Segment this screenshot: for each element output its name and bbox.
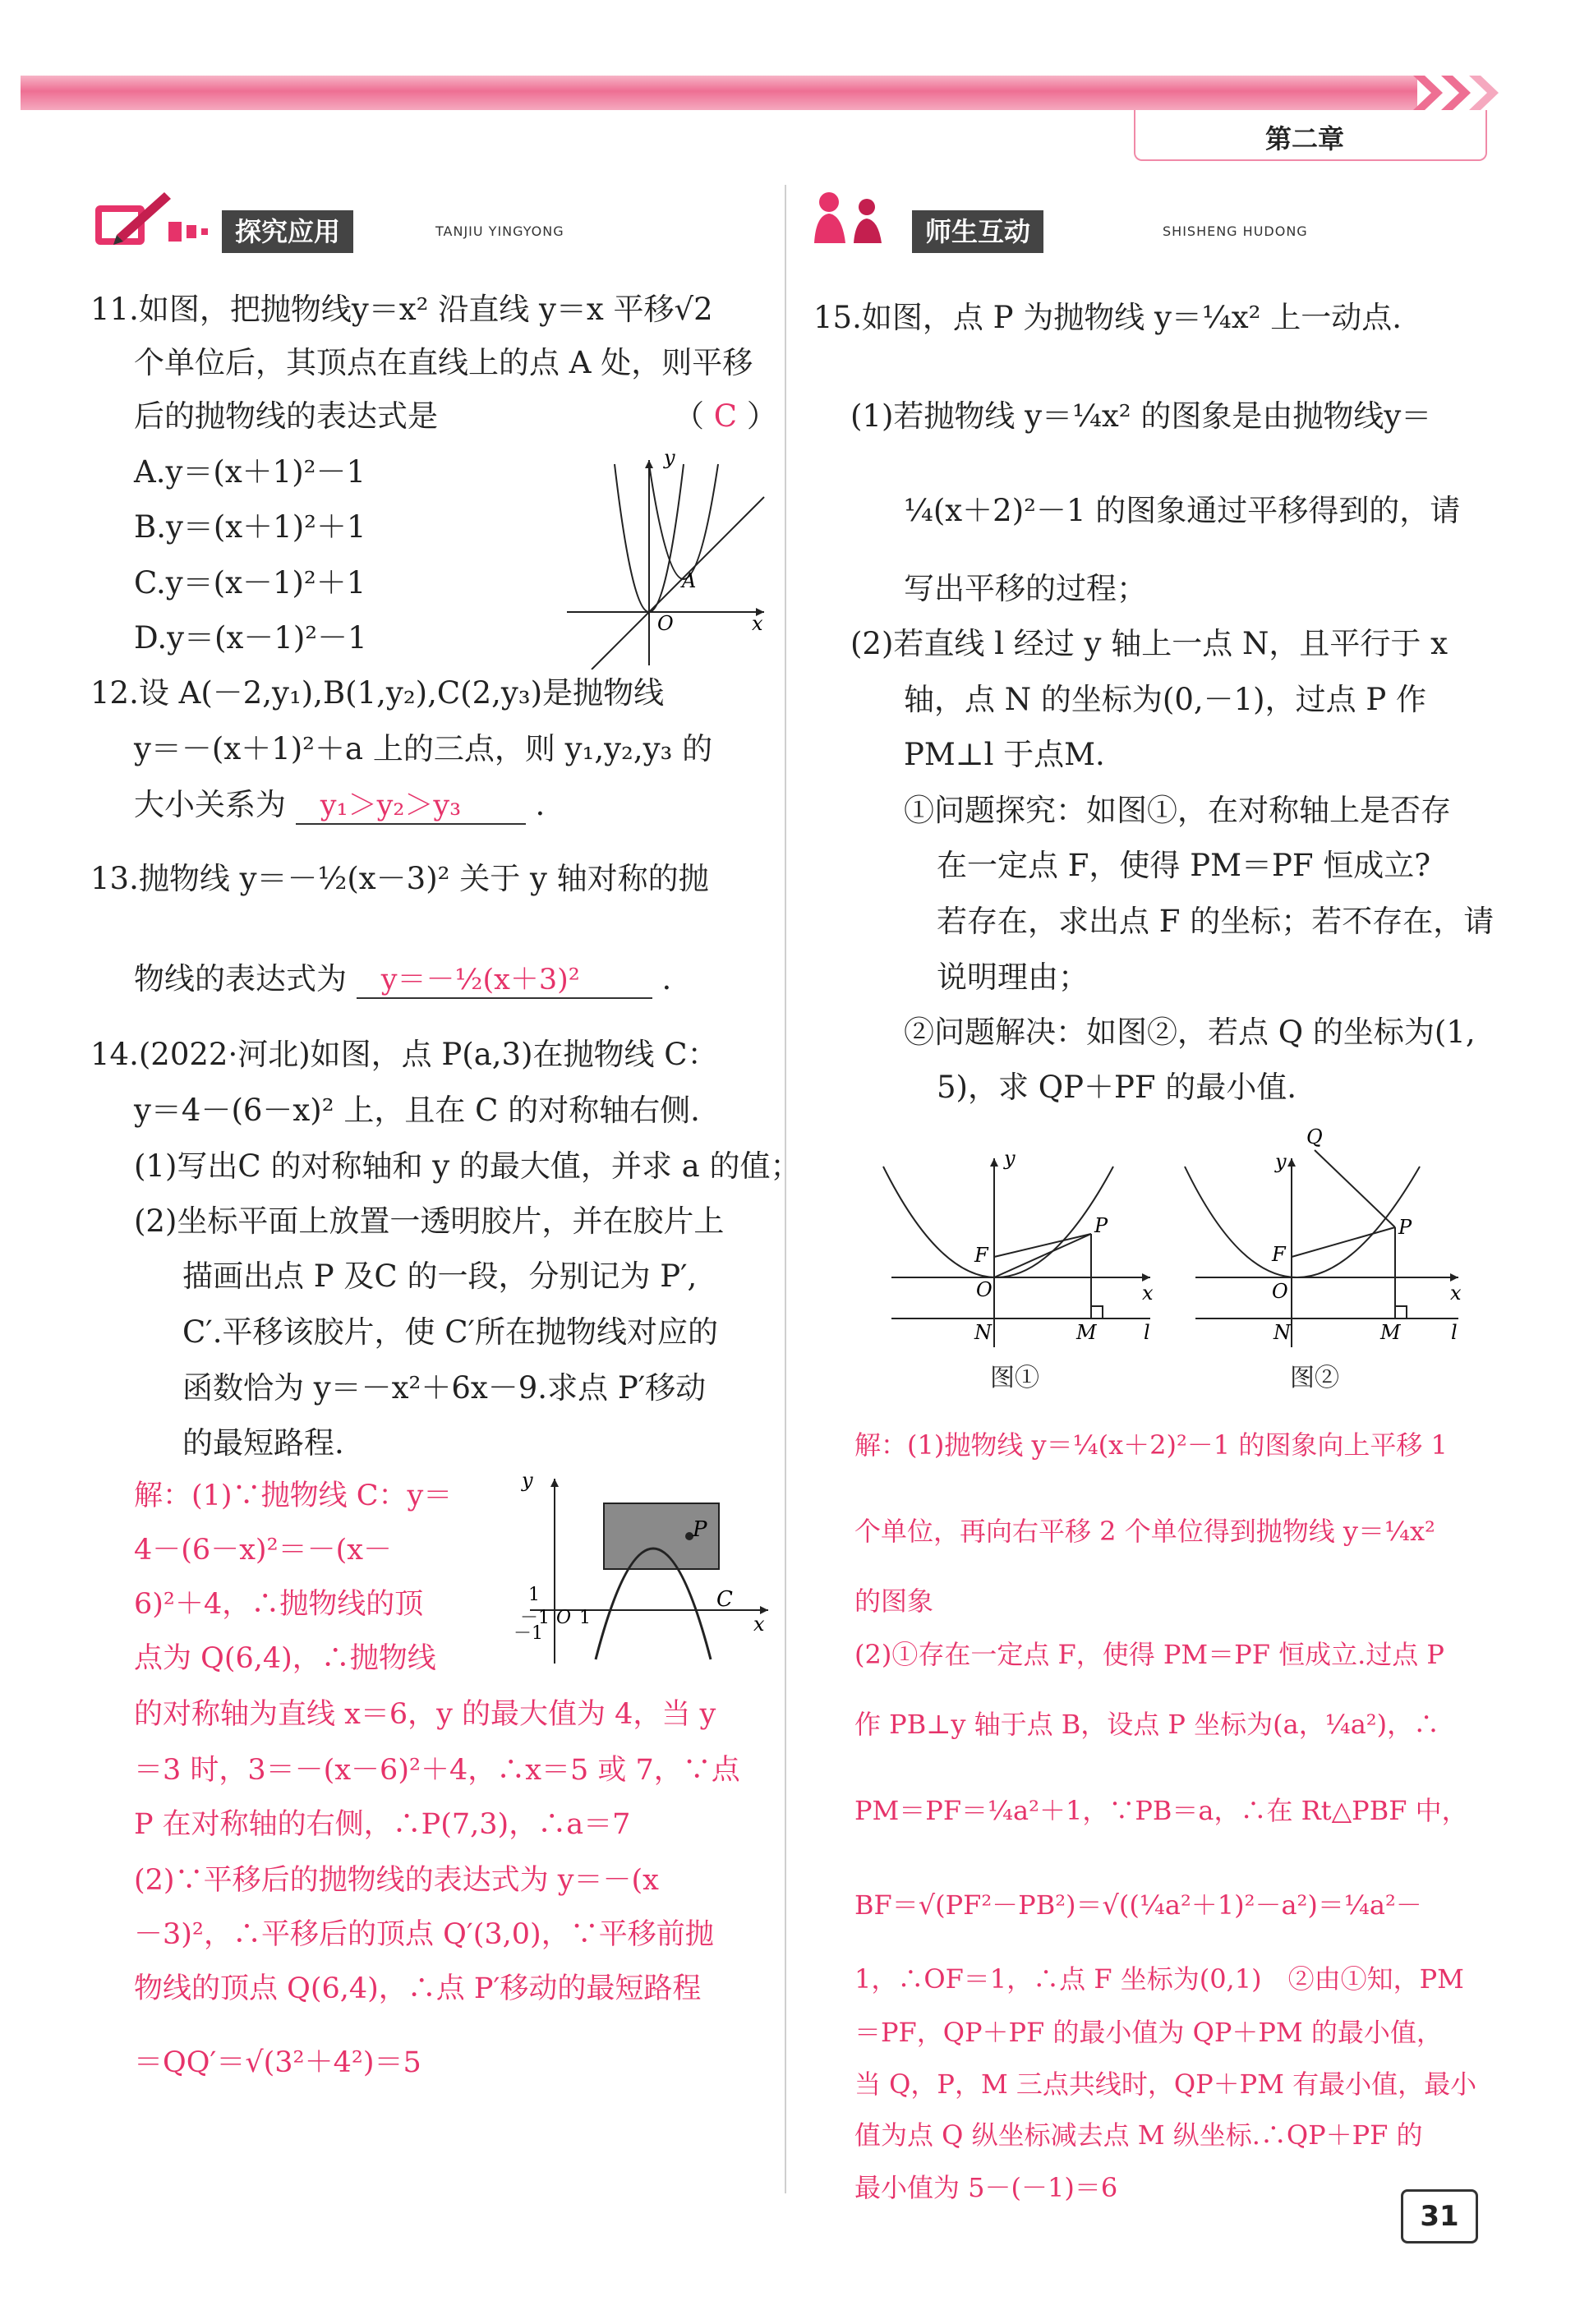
q11-option-d: D.y＝(x－1)²－1: [134, 620, 367, 656]
q13-line-2: 物线的表达式为 y＝－½(x＋3)² .: [134, 961, 671, 999]
q14-graph-tick-1y: 1: [528, 1585, 540, 1605]
q14-line-4: (2)坐标平面上放置一透明胶片，并在胶片上: [134, 1203, 725, 1239]
q11-graph-origin-label: O: [657, 612, 674, 635]
q11-graph-point-a: A: [682, 569, 697, 592]
svg-text:P: P: [1094, 1214, 1108, 1237]
q14-solution-4: 点为 Q(6,4)，∴抛物线: [134, 1642, 436, 1675]
column-divider: [785, 185, 786, 2193]
q15-figure-1: [871, 1142, 1167, 1355]
q11-line-2: 个单位后，其顶点在直线上的点 A 处，则平移: [134, 345, 753, 380]
q15-line-12: ②问题解决：如图②，若点 Q 的坐标为(1,: [904, 1015, 1476, 1050]
q15-solution-8: 1，∴OF＝1，∴点 F 坐标为(0,1) ②由①知，PM: [854, 1963, 1464, 1995]
q14-graph-tick-1x: 1: [579, 1608, 591, 1628]
q11-option-c: C.y＝(x－1)²＋1: [134, 565, 366, 601]
q14-graph-tick-neg1y: －1: [514, 1623, 543, 1644]
q15-line-11: 说明理由；: [937, 960, 1089, 995]
q14-solution-9: －3)²，∴平移后的顶点 Q′(3,0)，∵平移前抛: [134, 1918, 714, 1951]
q12-line-2: y＝－(x＋1)²＋a 上的三点，则 y₁,y₂,y₃ 的: [134, 731, 713, 766]
q14-graph: [514, 1470, 776, 1668]
q12-line-3: 大小关系为 y₁＞y₂＞y₃ .: [134, 787, 545, 825]
q14-graph-origin: O: [556, 1608, 572, 1628]
q14-line-7: 函数恰为 y＝－x²＋6x－9.求点 P′移动: [182, 1370, 707, 1406]
q11-answer: C: [713, 398, 738, 434]
q14-line-8: 的最短路程.: [182, 1425, 344, 1461]
q14-graph-point-p: P: [693, 1517, 707, 1542]
q15-line-8: ①问题探究：如图①，在对称轴上是否存: [904, 793, 1451, 828]
svg-text:x: x: [1450, 1282, 1462, 1305]
q14-line-6: C′.平移该胶片，使 C′所在抛物线对应的: [182, 1314, 718, 1350]
q11-graph: [567, 448, 772, 670]
q15-figure-2-caption: 图②: [1290, 1364, 1339, 1392]
q15-solution-6: PM＝PF＝¼a²＋1，∵PB＝a，∴在 Rt△PBF 中，: [854, 1795, 1468, 1826]
section-title-left: 探究应用: [222, 210, 353, 253]
svg-text:Q: Q: [1306, 1125, 1323, 1148]
q15-solution-11: 值为点 Q 纵坐标减去点 M 纵坐标.∴QP＋PF 的: [854, 2119, 1423, 2151]
q12-answer: y₁＞y₂＞y₃: [320, 789, 462, 822]
q15-line-1: 15.如图，点 P 为抛物线 y＝¼x² 上一动点.: [813, 300, 1402, 335]
pencil-icon: [92, 187, 174, 250]
q15-line-13: 5)，求 QP＋PF 的最小值.: [937, 1070, 1297, 1105]
q11-answer-bracket: （ C ）: [674, 398, 777, 434]
q15-figure-1-caption: 图①: [990, 1364, 1039, 1392]
svg-text:F: F: [1272, 1243, 1286, 1266]
q11-option-b: B.y＝(x＋1)²＋1: [134, 509, 366, 545]
page-number: 31: [1401, 2189, 1478, 2243]
section-title-right: 师生互动: [912, 210, 1043, 253]
svg-text:x: x: [1142, 1282, 1154, 1305]
q11-option-a: A.y＝(x＋1)²－1: [134, 454, 366, 490]
section-pinyin-right: SHISHENG HUDONG: [1163, 223, 1308, 239]
q14-solution-2: 4－(6－x)²＝－(x－: [134, 1534, 393, 1567]
header-ribbon: [21, 76, 1417, 110]
q14-line-3: (1)写出C 的对称轴和 y 的最大值，并求 a 的值；: [134, 1148, 801, 1184]
svg-text:F: F: [974, 1244, 988, 1267]
svg-text:M: M: [1076, 1321, 1097, 1344]
chapter-title: 第二章: [1265, 123, 1345, 154]
q15-line-3: ¼(x＋2)²－1 的图象通过平移得到的，请: [904, 493, 1461, 528]
svg-text:l: l: [1451, 1321, 1458, 1344]
section-dots-icon: [168, 217, 218, 246]
svg-text:M: M: [1380, 1321, 1401, 1344]
q15-solution-12: 最小值为 5－(－1)＝6: [854, 2172, 1118, 2203]
q15-solution-5: 作 PB⊥y 轴于点 B，设点 P 坐标为(a，¼a²)，∴: [854, 1709, 1440, 1740]
q14-solution-10: 物线的顶点 Q(6,4)，∴点 P′移动的最短路程: [134, 1972, 702, 2005]
q15-line-10: 若存在，求出点 F 的坐标；若不存在，请: [937, 904, 1495, 939]
q14-solution-3: 6)²＋4，∴抛物线的顶: [134, 1588, 424, 1621]
svg-text:y: y: [1004, 1147, 1016, 1170]
section-pinyin-left: TANJIU YINGYONG: [435, 223, 564, 239]
svg-text:y: y: [1275, 1150, 1287, 1173]
svg-text:l: l: [1144, 1321, 1150, 1344]
q15-solution-7: BF＝√(PF²－PB²)＝√((¼a²＋1)²－a²)＝¼a²－: [854, 1889, 1422, 1921]
header-chevrons-icon: [1413, 72, 1528, 113]
q15-solution-9: ＝PF，QP＋PF 的最小值为 QP＋PM 的最小值，: [854, 2017, 1443, 2048]
q15-line-9: 在一定点 F，使得 PM＝PF 恒成立?: [937, 848, 1431, 883]
q14-solution-5: 的对称轴为直线 x＝6，y 的最大值为 4，当 y: [134, 1698, 716, 1731]
q15-solution-2: 个单位，再向右平移 2 个单位得到抛物线 y＝¼x²: [854, 1516, 1435, 1547]
q15-figure-2: [1175, 1125, 1479, 1355]
svg-text:P: P: [1398, 1216, 1412, 1239]
q11-line-1: 11.如图，把抛物线y＝x² 沿直线 y＝x 平移√2: [90, 292, 713, 327]
q14-graph-tick-neg1x: －1: [520, 1608, 550, 1628]
q14-solution-7: P 在对称轴的右侧，∴P(7,3)，∴a＝7: [134, 1808, 631, 1841]
q14-solution-1: 解：(1)∵抛物线 C：y＝: [134, 1480, 453, 1512]
q14-solution-8: (2)∵平移后的抛物线的表达式为 y＝－(x: [134, 1864, 659, 1897]
q14-line-2: y＝4－(6－x)² 上，且在 C 的对称轴右侧.: [134, 1093, 700, 1128]
q11-graph-y-label: y: [664, 448, 675, 469]
q14-graph-x-label: x: [753, 1613, 765, 1636]
q11-graph-x-label: x: [752, 612, 763, 635]
q15-solution-4: (2)①存在一定点 F，使得 PM＝PF 恒成立.过点 P: [854, 1639, 1444, 1670]
teacher-student-icon: [809, 186, 900, 251]
q14-solution-6: ＝3 时，3＝－(x－6)²＋4，∴x＝5 或 7，∵点: [134, 1754, 740, 1787]
svg-text:N: N: [974, 1321, 992, 1344]
q15-line-7: PM⊥l 于点M.: [904, 737, 1105, 772]
q15-line-6: 轴，点 N 的坐标为(0,－1)，过点 P 作: [904, 682, 1427, 717]
q14-line-1: 14.(2022·河北)如图，点 P(a,3)在抛物线 C：: [90, 1037, 718, 1072]
q14-line-5: 描画出点 P 及C 的一段，分别记为 P′,: [182, 1259, 698, 1294]
q13-line-1: 13.抛物线 y＝－½(x－3)² 关于 y 轴对称的抛: [90, 861, 709, 896]
svg-text:O: O: [976, 1278, 993, 1301]
q15-solution-10: 当 Q，P，M 三点共线时，QP＋PM 有最小值，最小: [854, 2069, 1477, 2100]
q15-line-5: (2)若直线 l 经过 y 轴上一点 N，且平行于 x: [850, 626, 1448, 661]
q14-graph-y-label: y: [522, 1470, 533, 1492]
q13-answer: y＝－½(x＋3)²: [380, 964, 580, 996]
q15-line-4: 写出平移的过程；: [904, 571, 1147, 606]
q12-line-1: 12.设 A(－2,y₁),B(1,y₂),C(2,y₃)是抛物线: [90, 675, 665, 711]
q15-line-2: (1)若抛物线 y＝¼x² 的图象是由抛物线y＝: [850, 398, 1432, 434]
q11-line-3: 后的抛物线的表达式是: [134, 398, 438, 434]
svg-text:O: O: [1272, 1280, 1288, 1303]
q14-graph-curve-c: C: [716, 1587, 733, 1612]
q15-solution-1: 解：(1)抛物线 y＝¼(x＋2)²－1 的图象向上平移 1: [854, 1429, 1448, 1461]
q15-solution-3: 的图象: [854, 1585, 934, 1617]
svg-text:N: N: [1274, 1321, 1291, 1344]
q14-solution-11: ＝QQ′＝√(3²＋4²)＝5: [134, 2046, 421, 2079]
